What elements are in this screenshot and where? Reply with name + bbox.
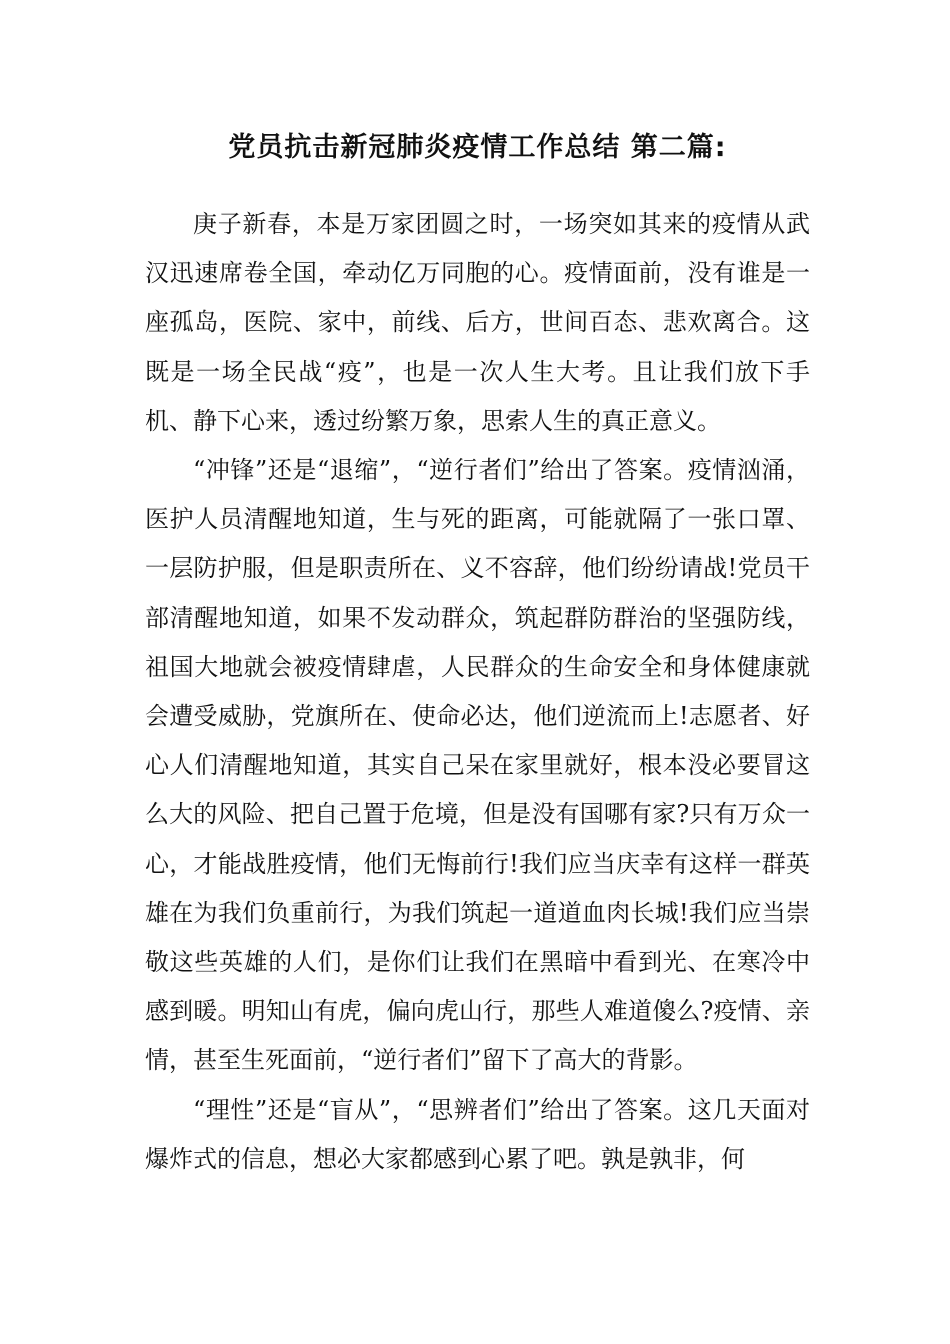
paragraph-2: “冲锋”还是“退缩”，“逆行者们”给出了答案。疫情汹涌，医护人员清醒地知道，生与死的距离，可能就隔了一张口罩、一层防护服，但是职责所在、义不容辞，他们纷纷请战!党员干部清醒地知道，如果不发动群众，筑起群防群治的坚强防线，祖国大地就会被疫情肆虐，人民群众的生命安全和身体健康就会遭受威胁，党旗所在、使命必达，他们逆流而上!志愿者、好心人们清醒地知道，其实自己呆在家里就好，根本没必要冒这么大的风险、把自己置于危境，但是没有国哪有家?只有万众一心，才能战胜疫情，他们无悔前行!我们应当庆幸有这样一群英雄在为我们负重前行，为我们筑起一道道血肉长城!我们应当崇敬这些英雄的人们，是你们让我们在黑暗中看到光、在寒冷中感到暖。明知山有虎，偏向虎山行，那些人难道傻么?疫情、亲情，甚至生死面前，“逆行者们”留下了高大的背影。	[145, 456, 810, 1075]
paragraph-1: 庚子新春，本是万家团圆之时，一场突如其来的疫情从武汉迅速席卷全国，牵动亿万同胞的心。疫情面前，没有谁是一座孤岛，医院、家中，前线、后方，世间百态、悲欢离合。这既是一场全民战“疫”，也是一次人生大考。且让我们放下手机、静下心来，透过纷繁万象，思索人生的真正意义。	[145, 210, 810, 435]
document-title: 党员抗击新冠肺炎疫情工作总结 第二篇:	[228, 132, 727, 163]
paragraph-3: “理性”还是“盲从”，“思辨者们”给出了答案。这几天面对爆炸式的信息，想必大家都感到心累了吧。孰是孰非，何	[145, 1095, 810, 1173]
document-body	[145, 200, 810, 1184]
